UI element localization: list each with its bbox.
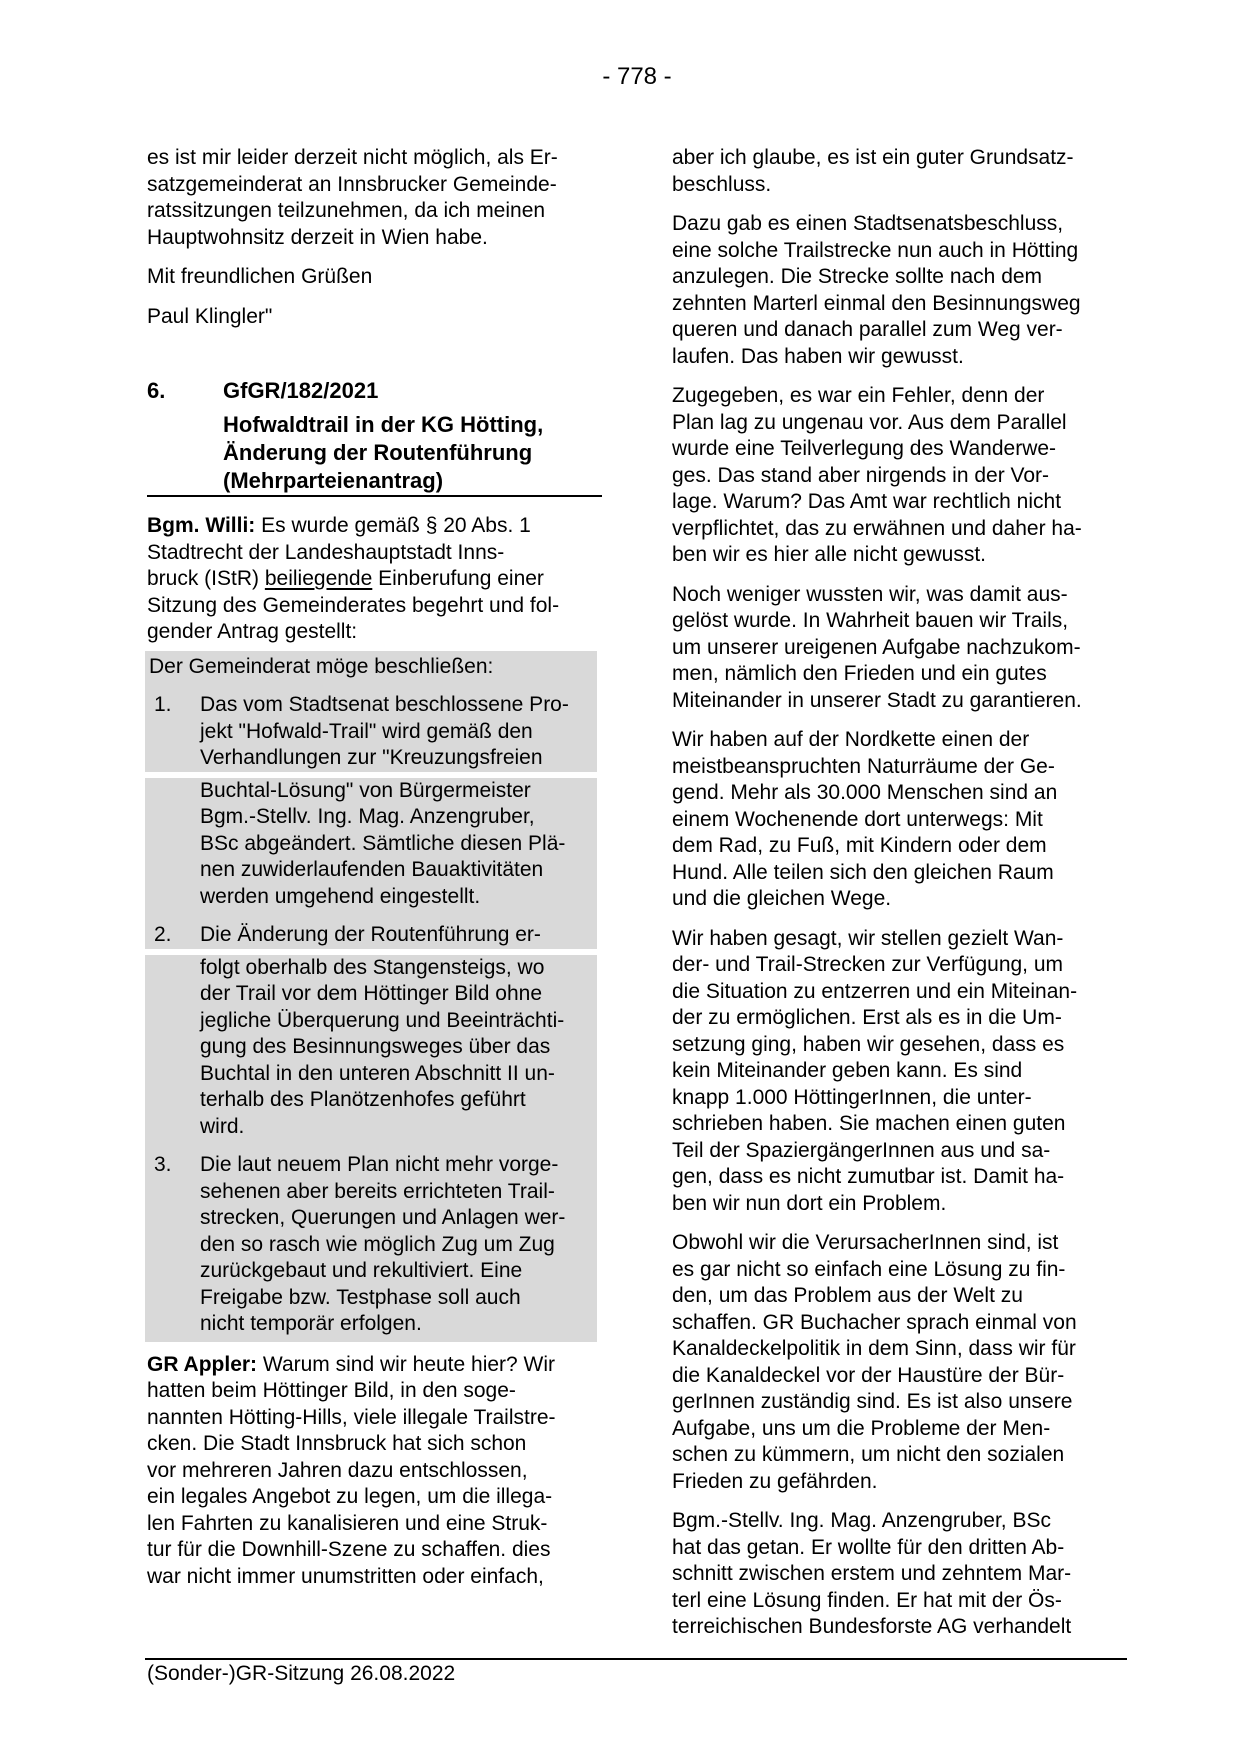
text-line: Zugegeben, es war ein Fehler, denn der: [672, 384, 1045, 407]
text-line: Hund. Alle teilen sich den gleichen Raum: [672, 860, 1054, 884]
letter-paragraph-3: [147, 304, 602, 331]
text-line: wird.: [200, 1114, 245, 1138]
text-line: Mit freundlichen Grüßen: [147, 265, 373, 288]
text-line: nen zuwiderlaufenden Bauaktivitäten: [200, 858, 544, 881]
agenda-item-row: [147, 377, 602, 405]
text-line: ben wir es hier alle nicht gewusst.: [672, 543, 986, 566]
text-line: der Trail vor dem Höttinger Bild ohne: [200, 982, 542, 1005]
text-line: schen zu kümmern, um nicht den sozialen: [672, 1443, 1065, 1466]
footer-rule: [145, 1658, 1127, 1660]
text-line: verpflichtet, das zu erwähnen und daher ha-: [672, 516, 1082, 540]
motion-item-1-continued: [149, 778, 593, 911]
text-line: Sitzung des Gemeinderates begehrt und fol-: [147, 593, 560, 617]
left-column: [147, 145, 602, 1590]
agenda-item-heading: [147, 377, 602, 495]
speech-paragraph-2: [672, 211, 1124, 370]
text-line: Hofwaldtrail in der KG Hötting,: [223, 412, 544, 437]
text-line: und die gleichen Wege.: [672, 887, 892, 910]
text-line: jegliche Überquerung und Beeinträchti-: [200, 1008, 565, 1032]
speech-paragraph-4: [672, 582, 1124, 715]
heading-rule: [147, 495, 602, 497]
text-line: meistbeanspruchten Naturräume der Ge-: [672, 754, 1055, 778]
text-line: Wir haben gesagt, wir stellen gezielt Wan-: [672, 926, 1064, 950]
text-line: GR Appler: Warum sind wir heute hier? Wir: [147, 1352, 556, 1376]
speaker-paragraph-gr-appler: [147, 1352, 602, 1591]
text-line: Frieden zu gefährden.: [672, 1469, 878, 1493]
text-line: sehenen aber bereits errichteten Trail-: [200, 1179, 555, 1203]
text-line: kein Miteinander geben kann. Es sind: [672, 1059, 1023, 1082]
text-line: hatten beim Höttinger Bild, in den soge-: [147, 1379, 516, 1402]
text-line: wurde eine Teilverlegung des Wanderwe-: [672, 437, 1057, 460]
text-line: werden umgehend eingestellt.: [200, 884, 481, 908]
text-line: Dazu gab es einen Stadtsenatsbeschluss,: [672, 212, 1064, 235]
letter-paragraphs: [147, 145, 602, 330]
speech-paragraph-3: [672, 383, 1124, 569]
text-line: schrieben haben. Sie machen einen guten: [672, 1112, 1066, 1135]
text-line: terreichischen Bundesforste AG verhandelt: [672, 1615, 1072, 1638]
text-line: beschluss.: [672, 172, 772, 196]
text-line: Wir haben auf der Nordkette einen der: [672, 728, 1030, 751]
text-line: bruck (IStR) beiliegende Einberufung einer: [147, 567, 544, 590]
text-line: schnitt zwischen erstem und zehntem Mar-: [672, 1562, 1072, 1585]
text-line: satzgemeinderat an Innsbrucker Gemeinde-: [147, 172, 557, 196]
letter-paragraph-1: [147, 145, 602, 251]
text-line: nannten Hötting-Hills, viele illegale Trailstre-: [147, 1405, 556, 1429]
text-line: Bgm. Willi: Es wurde gemäß § 20 Abs. 1: [147, 514, 531, 537]
text-line: ein legales Angebot zu legen, um die illega-: [147, 1485, 553, 1508]
text-line: Freigabe bzw. Testphase soll auch: [200, 1285, 521, 1309]
text-line: Verhandlungen zur "Kreuzungsfreien: [200, 746, 543, 769]
text-line: Änderung der Routenführung: [223, 440, 533, 465]
text-line: anzulegen. Die Strecke sollte nach dem: [672, 265, 1043, 288]
footer-text: (Sonder-)GR-Sitzung 26.08.2022: [147, 1662, 456, 1685]
text-line: Aufgabe, uns um die Probleme der Men-: [672, 1416, 1051, 1440]
motion-item-1: [149, 692, 593, 772]
speech-paragraph-7: [672, 1230, 1124, 1495]
text-line: terl eine Lösung finden. Er hat mit der Ös-: [672, 1588, 1062, 1612]
speaker-paragraph-bgm-willi: [147, 513, 602, 646]
text-line: (Mehrparteienantrag): [223, 468, 444, 493]
text-line: tur für die Downhill-Szene zu schaffen. dies: [147, 1538, 551, 1561]
text-line: queren und danach parallel zum Weg ver-: [672, 318, 1063, 341]
motion-item-3: [149, 1152, 593, 1338]
text-line: jekt "Hofwald-Trail" wird gemäß den: [200, 719, 533, 743]
text-line: BSc abgeändert. Sämtliche diesen Plä-: [200, 831, 566, 855]
text-line: aber ich glaube, es ist ein guter Grundsatz-: [672, 146, 1074, 169]
text-line: Hauptwohnsitz derzeit in Wien habe.: [147, 225, 488, 249]
text-line: Miteinander in unserer Stadt zu garantieren.: [672, 688, 1082, 712]
text-line: um unserer ureigenen Aufgabe nachzukom-: [672, 635, 1081, 659]
text-line: len Fahrten zu kanalisieren und eine Struk-: [147, 1511, 548, 1535]
text-line: ratssitzungen teilzunehmen, da ich meinen: [147, 199, 546, 222]
speech-paragraph-1: [672, 145, 1124, 198]
agenda-item-number: 6.: [147, 378, 166, 403]
agenda-item-title: [223, 411, 602, 495]
text-line: Die Änderung der Routenführung er-: [200, 923, 541, 946]
motion-item-number: 3.: [154, 1153, 172, 1176]
motion-item-2-continued: [149, 955, 593, 1141]
speech-paragraph-6: [672, 926, 1124, 1218]
right-column: [672, 145, 1124, 1654]
text-line: gend. Mehr als 30.000 Menschen sind an: [672, 781, 1058, 804]
text-line: zurückgebaut und rekultiviert. Eine: [200, 1259, 523, 1282]
page-number: - 778 -: [602, 63, 672, 90]
text-line: Paul Klingler": [147, 304, 273, 328]
text-line: Die laut neuem Plan nicht mehr vorge-: [200, 1153, 559, 1176]
text-line: die Situation zu entzerren und ein Miteinan-: [672, 979, 1078, 1003]
text-line: Obwohl wir die VerursacherInnen sind, ist: [672, 1231, 1059, 1254]
text-line: Das vom Stadtsenat beschlossene Pro-: [200, 693, 569, 716]
letter-paragraph-2: [147, 264, 602, 291]
speech-paragraph-5: [672, 727, 1124, 913]
text-line: folgt oberhalb des Stangensteigs, wo: [200, 955, 545, 979]
text-line: knapp 1.000 HöttingerInnen, die unter-: [672, 1085, 1032, 1109]
text-line: setzung ging, haben wir gesehen, dass es: [672, 1032, 1065, 1056]
text-line: gender Antrag gestellt:: [147, 620, 358, 643]
motion-highlight-block: [145, 651, 597, 1342]
text-line: terhalb des Planötzenhofes geführt: [200, 1088, 526, 1111]
text-line: einem Wochenende dort unterwegs: Mit: [672, 807, 1043, 831]
text-line: Teil der SpaziergängerInnen aus und sa-: [672, 1138, 1051, 1162]
text-line: Noch weniger wussten wir, was damit aus-: [672, 582, 1068, 606]
text-line: war nicht immer unumstritten oder einfach,: [147, 1564, 544, 1588]
text-line: schaffen. GR Buchacher sprach einmal von: [672, 1310, 1077, 1334]
text-line: Buchtal-Lösung" von Bürgermeister: [200, 778, 531, 802]
text-line: es ist mir leider derzeit nicht möglich, als Er-: [147, 146, 558, 169]
text-line: vor mehreren Jahren dazu entschlossen,: [147, 1458, 528, 1482]
text-line: men, nämlich den Frieden und ein gutes: [672, 662, 1047, 685]
text-line: es gar nicht so einfach eine Lösung zu fin-: [672, 1257, 1066, 1281]
text-line: eine solche Trailstrecke nun auch in Hötting: [672, 238, 1079, 262]
text-line: ges. Das stand aber nirgends in der Vor-: [672, 463, 1050, 487]
text-line: den so rasch wie möglich Zug um Zug: [200, 1232, 555, 1256]
text-line: gelöst wurde. In Wahrheit bauen wir Trails,: [672, 609, 1069, 632]
text-line: gen, dass es nicht zumutbar ist. Damit ha-: [672, 1165, 1065, 1188]
text-line: zehnten Marterl einmal den Besinnungsweg: [672, 291, 1081, 315]
text-line: lage. Warum? Das Amt war rechtlich nicht: [672, 490, 1062, 513]
text-line: Plan lag zu ungenau vor. Aus dem Parallel: [672, 410, 1067, 434]
text-line: Bgm.-Stellv. Ing. Mag. Anzengruber,: [200, 805, 535, 828]
text-line: die Kanaldeckel vor der Haustüre der Bür-: [672, 1363, 1065, 1387]
text-line: Kanaldeckelpolitik in dem Sinn, dass wir für: [672, 1337, 1076, 1360]
motion-intro: Der Gemeinderat möge beschließen:: [149, 654, 494, 678]
text-line: Stadtrecht der Landeshauptstadt Inns-: [147, 540, 505, 564]
agenda-item-reference: GfGR/182/2021: [223, 378, 379, 403]
text-line: ben wir nun dort ein Problem.: [672, 1191, 947, 1215]
motion-item-2: [149, 922, 593, 949]
text-line: cken. Die Stadt Innsbruck hat sich schon: [147, 1432, 527, 1455]
text-line: strecken, Querungen und Anlagen wer-: [200, 1206, 566, 1229]
motion-item-number: 2.: [154, 923, 172, 946]
text-line: Buchtal in den unteren Abschnitt II un-: [200, 1061, 555, 1085]
motion-item-number: 1.: [154, 693, 172, 716]
text-line: gerInnen zuständig sind. Es ist also unsere: [672, 1390, 1073, 1413]
text-line: der zu ermöglichen. Erst als es in die Um-: [672, 1006, 1062, 1029]
text-line: nicht temporär erfolgen.: [200, 1312, 422, 1335]
text-line: der- und Trail-Strecken zur Verfügung, um: [672, 953, 1064, 976]
text-line: den, um das Problem aus der Welt zu: [672, 1284, 1023, 1307]
text-line: hat das getan. Er wollte für den dritten Ab-: [672, 1535, 1065, 1559]
text-line: laufen. Das haben wir gewusst.: [672, 344, 964, 368]
text-line: gung des Besinnungsweges über das: [200, 1035, 551, 1058]
text-line: Bgm.-Stellv. Ing. Mag. Anzengruber, BSc: [672, 1509, 1051, 1532]
text-line: dem Rad, zu Fuß, mit Kindern oder dem: [672, 834, 1047, 857]
speech-paragraph-8: [672, 1508, 1124, 1641]
